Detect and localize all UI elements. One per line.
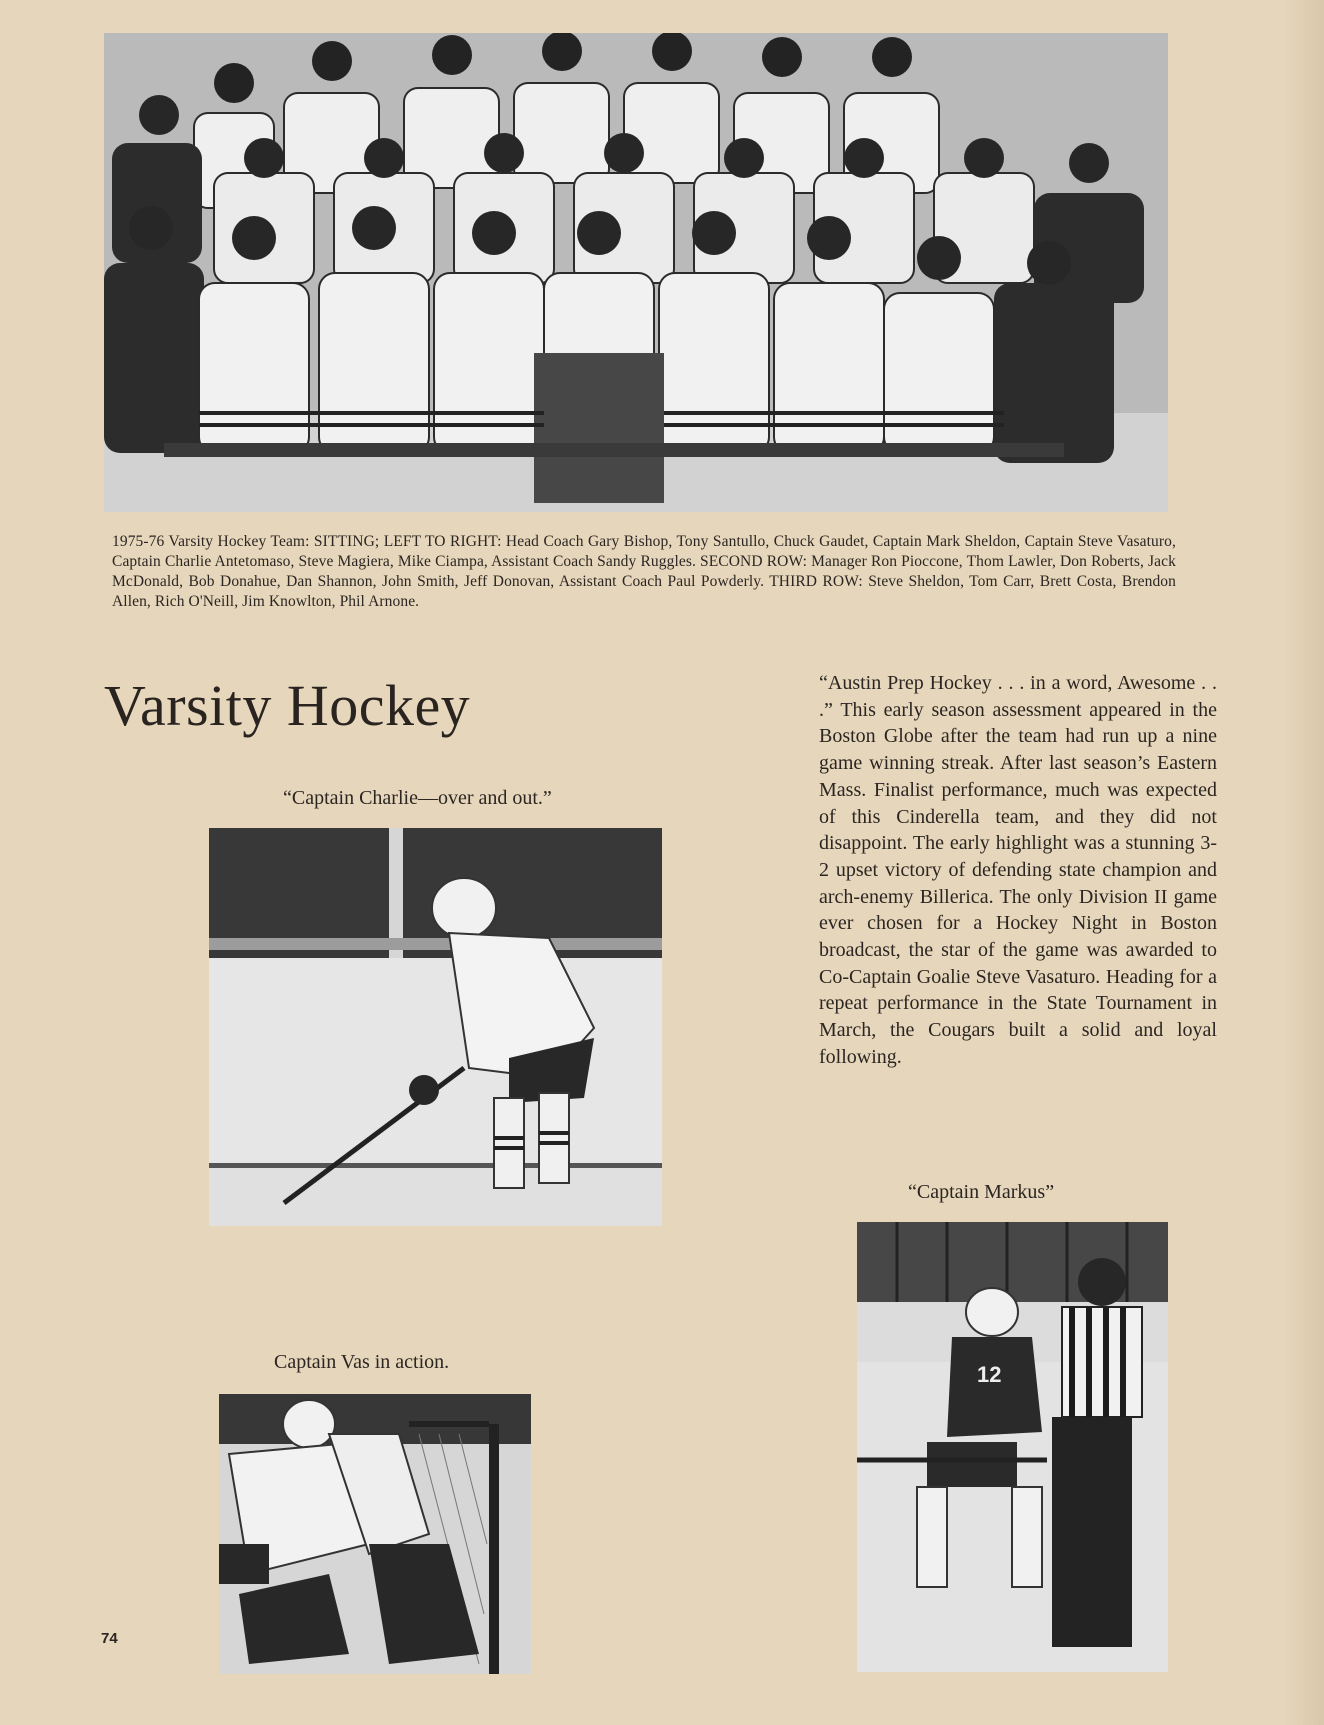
page-edge-shadow [1284, 0, 1324, 1725]
photo-caption-charlie: “Captain Charlie—over and out.” [283, 787, 552, 809]
photo-captain-charlie [209, 828, 662, 1226]
svg-text:12: 12 [977, 1362, 1002, 1387]
team-photo [104, 33, 1168, 512]
page-title: Varsity Hockey [104, 673, 471, 738]
photo-caption-vas: Captain Vas in action. [274, 1351, 450, 1373]
team-photo-caption: 1975-76 Varsity Hockey Team: SITTING; LEFT TO RIGHT: Head Coach Gary Bishop, Tony Santullo, Chuck Gaudet, Captain Mark Sheldon, Captain Steve Vasaturo, Captain Charlie Antetomaso, Steve Magiera, Mike Ciampa, Assistant Coach Sandy Ruggles. SECOND ROW: Manager Ron Pioccone, Thom Lawler, Don Roberts, Jack McDonald, Bob Donahue, Dan Shannon, John Smith, Jeff Donovan, Assistant Coach Paul Powderly. THIRD ROW: Steve Sheldon, Tom Carr, Brett Costa, Brendon Allen, Rich O'Neill, Jim Knowlton, Phil Arnone. [112, 533, 1176, 610]
photo-captain-vas [219, 1394, 531, 1674]
article-body: “Austin Prep Hockey . . . in a word, Awesome . . .” This early season assessment appeared in the Boston Globe after the team had run up a nine game winning streak. After last season’s Eastern Mass. Finalist performance, much was expected of this Cinderella team, and they did not disappoint. The early highlight was a stunning 3-2 upset victory of defending state champion and arch-enemy Billerica. The only Division II game ever chosen for a Hockey Night in Boston broadcast, the star of the game was awarded to Co-Captain Goalie Steve Vasaturo. Heading for a repeat performance in the State Tournament in March, the Cougars built a solid and loyal following. [819, 672, 1217, 1068]
photo-captain-markus [857, 1222, 1168, 1672]
photo-caption-markus: “Captain Markus” [908, 1181, 1055, 1203]
page-number: 74 [101, 1630, 118, 1647]
